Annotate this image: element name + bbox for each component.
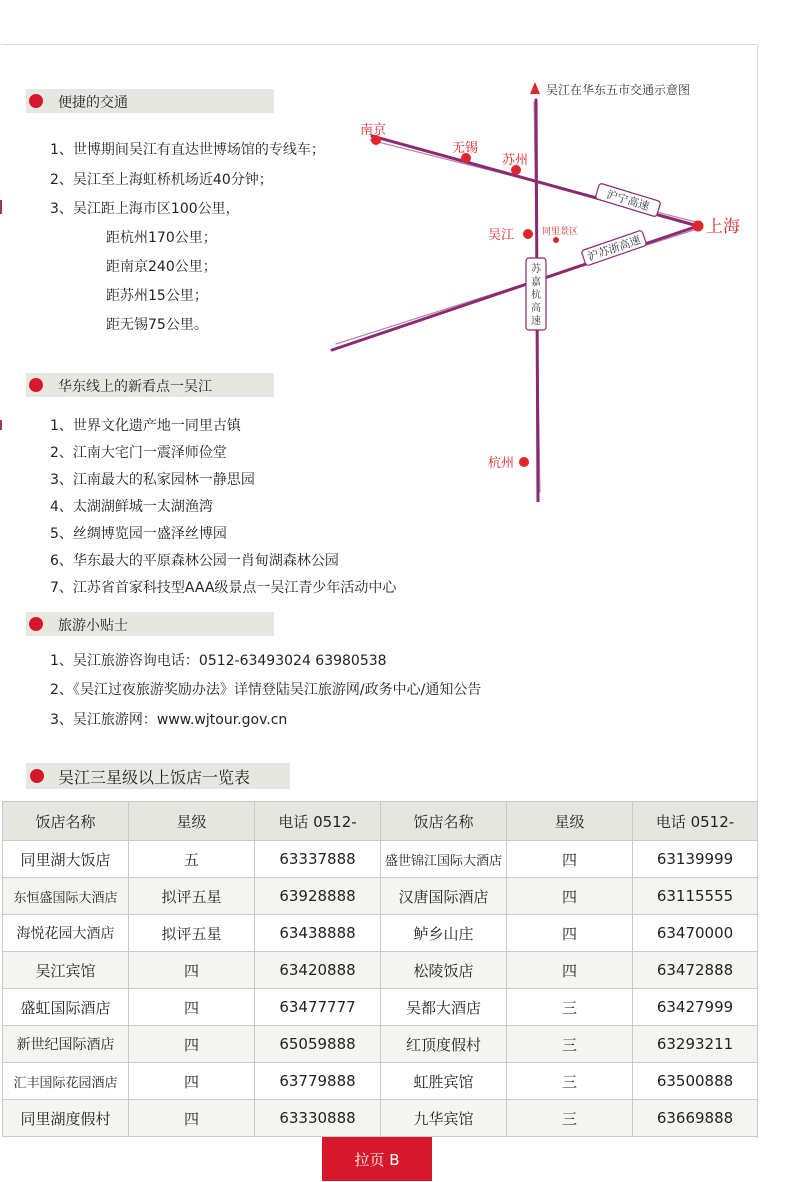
table-cell: 63470000 (633, 915, 758, 952)
road-label-husuzhe (581, 230, 647, 266)
list-item: 6、华东最大的平原森林公园一肖甸湖森林公园 (50, 553, 339, 569)
table-row (3, 878, 758, 915)
list-item: 距南京240公里； (106, 259, 217, 275)
table-cell: 同里湖度假村 (3, 1100, 129, 1137)
city-label: 同里景区 (542, 227, 579, 237)
list-item: 4、太湖湖鲜城一太湖渔湾 (50, 499, 213, 515)
table-cell: 63500888 (633, 1063, 758, 1100)
list-item: 1、吴江旅游咨询电话：0512-63493024 63980538 (50, 653, 387, 669)
bullet-icon (29, 378, 43, 392)
list-item: 1、世界文化遗产地一同里古镇 (50, 418, 241, 434)
table-cell: 65059888 (255, 1026, 381, 1063)
scenic-tongli (542, 226, 578, 243)
table-row (3, 952, 758, 989)
city-wujiang (488, 228, 533, 243)
list-item: 3、吴江旅游网：www.wjtour.gov.cn (50, 712, 288, 728)
table-cell: 汉唐国际酒店 (381, 878, 507, 915)
table-cell: 九华宾馆 (381, 1100, 507, 1137)
city-label: 南京 (360, 123, 387, 138)
transport-map (320, 72, 760, 502)
map-caption: 吴江在华东五市交通示意图 (546, 83, 691, 97)
table-cell: 东恒盛国际大酒店 (3, 878, 129, 915)
table-row (3, 1026, 758, 1063)
bullet-icon (30, 769, 44, 783)
section-title: 华东线上的新看点一吴江 (58, 379, 212, 395)
road-label-char: 速 (531, 316, 541, 327)
table-cell: 四 (507, 915, 633, 952)
table-cell: 吴江宾馆 (3, 952, 129, 989)
table-cell: 拟评五星 (129, 915, 255, 952)
road-label-text: 沪宁高速 (604, 187, 651, 214)
table-cell: 盛虹国际酒店 (3, 989, 129, 1026)
table-cell: 63669888 (633, 1100, 758, 1137)
city-dot (693, 221, 704, 232)
road-label-char: 嘉 (531, 277, 541, 288)
table-cell: 63779888 (255, 1063, 381, 1100)
hotels-title-header (26, 763, 290, 789)
section-transport-header (26, 89, 274, 113)
hotel-table (2, 801, 758, 1137)
road-label-char: 高 (531, 303, 541, 314)
table-cell: 63293211 (633, 1026, 758, 1063)
section-title: 旅游小贴士 (58, 618, 128, 634)
table-cell: 三 (507, 1063, 633, 1100)
table-cell: 拟评五星 (129, 878, 255, 915)
table-cell: 63330888 (255, 1100, 381, 1137)
city-hangzhou (488, 455, 529, 471)
caption-triangle-icon (530, 82, 540, 94)
bullet-icon (29, 94, 43, 108)
page-edge-mark (0, 420, 2, 430)
list-item: 2、《吴江过夜旅游奖励办法》详情登陆吴江旅游网/政务中心/通知公告 (50, 682, 482, 698)
road-label-char: 苏 (531, 264, 541, 275)
table-cell: 63472888 (633, 952, 758, 989)
table-cell: 四 (129, 989, 255, 1026)
list-item: 7、江苏省首家科技型AAA级景点一吴江青少年活动中心 (50, 580, 397, 596)
city-dot (553, 237, 559, 243)
list-item: 距苏州15公里； (106, 288, 208, 304)
table-cell: 吴都大酒店 (381, 989, 507, 1026)
list-item: 3、吴江距上海市区100公里， (50, 201, 240, 217)
city-shanghai (693, 217, 741, 237)
city-nanjing (360, 122, 386, 145)
table-cell: 五 (129, 841, 255, 878)
list-item: 5、丝绸博览园一盛泽丝博园 (50, 526, 227, 542)
table-cell: 四 (507, 952, 633, 989)
list-item: 2、江南大宅门一震泽师俭堂 (50, 445, 227, 461)
column-header: 星级 (507, 802, 633, 841)
table-cell: 三 (507, 989, 633, 1026)
column-header: 电话 0512- (255, 802, 381, 841)
table-cell: 虹胜宾馆 (381, 1063, 507, 1100)
table-cell: 四 (129, 952, 255, 989)
table-cell: 63115555 (633, 878, 758, 915)
column-header: 饭店名称 (381, 802, 507, 841)
page-tab: 拉页 B (322, 1137, 432, 1181)
table-cell: 三 (507, 1026, 633, 1063)
road-label-sujiahang (526, 258, 546, 330)
column-header: 饭店名称 (3, 802, 129, 841)
table-cell: 63337888 (255, 841, 381, 878)
table-row (3, 1100, 758, 1137)
table-cell: 松陵饭店 (381, 952, 507, 989)
city-label: 上海 (706, 217, 740, 237)
section-tips-header (26, 612, 274, 636)
table-cell: 四 (129, 1026, 255, 1063)
list-item: 2、吴江至上海虹桥机场近40分钟； (50, 172, 273, 188)
section-title: 吴江三星级以上饭店一览表 (58, 768, 251, 787)
table-row (3, 989, 758, 1026)
table-cell: 新世纪国际酒店 (3, 1026, 129, 1063)
table-cell: 三 (507, 1100, 633, 1137)
table-cell: 四 (507, 841, 633, 878)
column-header: 电话 0512- (633, 802, 758, 841)
city-label: 无锡 (452, 141, 479, 156)
table-cell: 海悦花园大酒店 (3, 915, 129, 952)
table-cell: 四 (129, 1063, 255, 1100)
table-cell: 63928888 (255, 878, 381, 915)
column-header: 星级 (129, 802, 255, 841)
road-label-text: 沪苏浙高速 (586, 233, 643, 264)
city-label: 苏州 (502, 153, 529, 168)
table-cell: 63427999 (633, 989, 758, 1026)
table-row (3, 1063, 758, 1100)
table-cell: 鲈乡山庄 (381, 915, 507, 952)
section-title: 便捷的交通 (58, 95, 128, 111)
table-cell: 63477777 (255, 989, 381, 1026)
table-cell: 四 (129, 1100, 255, 1137)
table-cell: 63438888 (255, 915, 381, 952)
list-item: 距杭州170公里； (106, 230, 217, 246)
list-item: 距无锡75公里。 (106, 317, 208, 333)
city-label: 杭州 (488, 456, 515, 471)
table-cell: 63420888 (255, 952, 381, 989)
table-cell: 四 (507, 878, 633, 915)
road-label-huning (595, 183, 661, 217)
city-dot (519, 457, 529, 467)
table-row (3, 915, 758, 952)
page-edge-mark (0, 200, 2, 214)
road-label-char: 杭 (531, 290, 541, 301)
city-label: 吴江 (488, 228, 515, 243)
table-cell: 63139999 (633, 841, 758, 878)
list-item: 3、江南最大的私家园林一静思园 (50, 472, 255, 488)
table-cell: 同里湖大饭店 (3, 841, 129, 878)
table-cell: 盛世锦江国际大酒店 (381, 841, 507, 878)
table-cell: 红顶度假村 (381, 1026, 507, 1063)
table-header-row (3, 802, 758, 841)
city-dot (523, 229, 533, 239)
table-cell: 汇丰国际花园酒店 (3, 1063, 129, 1100)
section-attractions-header (26, 373, 274, 397)
list-item: 1、世博期间吴江有直达世博场馆的专线车； (50, 142, 325, 158)
table-row (3, 841, 758, 878)
bullet-icon (29, 617, 43, 631)
